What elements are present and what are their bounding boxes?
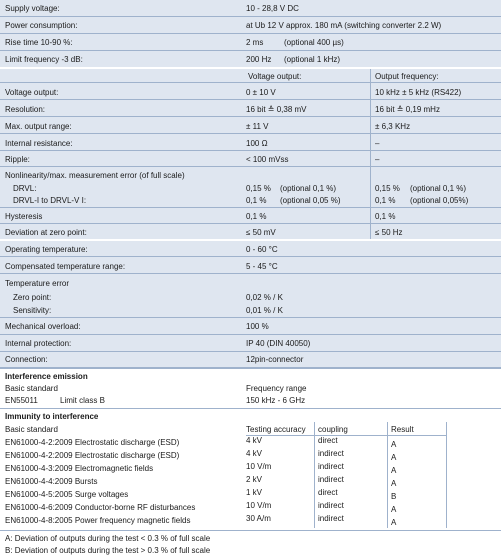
drvl-frequency-note: (optional 0,1 %) (410, 184, 467, 193)
hysteresis-label: Hysteresis (5, 212, 43, 221)
voltage-value: 0 ± 10 V (246, 88, 276, 97)
frequency-value: 16 bit ≙ 0,19 mHz (375, 105, 440, 114)
immunity-accuracy: 1 kV (246, 488, 263, 497)
sensitivity-label: Sensitivity: (13, 306, 52, 315)
spec-note: (optional 1 kHz) (284, 55, 341, 64)
immunity-standard: EN61000-4-8:2005 Power frequency magnetic fields (5, 516, 191, 525)
immunity-result-header: Result (391, 425, 414, 434)
drvl-voltage-value: 0,15 % (246, 184, 271, 193)
spec-label: Rise time 10-90 %: (5, 38, 73, 47)
footnote-a: A: Deviation of outputs during the test < 0.3 % of full scale (5, 534, 211, 543)
zero-point-label: Zero point: (13, 293, 52, 302)
immunity-standard-header: Basic standard (5, 425, 58, 434)
spec-label: Internal protection: (5, 339, 72, 348)
immunity-result: A (391, 466, 397, 475)
spec-label: Mechanical overload: (5, 322, 81, 331)
column-divider (370, 69, 371, 239)
separator (0, 223, 501, 224)
immunity-result: B (391, 492, 397, 501)
frequency-value: ± 6,3 KHz (375, 122, 411, 131)
separator (0, 334, 501, 335)
immunity-standard: EN61000-4-5:2005 Surge voltages (5, 490, 129, 499)
separator (0, 99, 501, 100)
immunity-coupling: indirect (318, 449, 344, 458)
immunity-coupling: indirect (318, 501, 344, 510)
immunity-standard: EN61000-4-2:2009 Electrostatic discharge (ESD) (5, 438, 180, 447)
emission-class: Limit class B (60, 396, 105, 405)
immunity-accuracy: 4 kV (246, 449, 263, 458)
spec-value: IP 40 (DIN 40050) (246, 339, 311, 348)
zero-point-value: 0,02 % / K (246, 293, 283, 302)
separator (0, 367, 501, 369)
immunity-standard: EN61000-4-3:2009 Electromagnetic fields (5, 464, 154, 473)
separator (0, 133, 501, 134)
immunity-header-line (246, 435, 446, 436)
immunity-coupling: indirect (318, 514, 344, 523)
immunity-accuracy: 30 A/m (246, 514, 271, 523)
spec-label: Operating temperature: (5, 245, 88, 254)
drvl-voltage-note: (optional 0,1 %) (280, 184, 337, 193)
drvl-frequency-value: 0,15 % (375, 184, 400, 193)
voltage-output-header: Voltage output: (248, 72, 302, 81)
immunity-standard: EN61000-4-6:2009 Conductor-borne RF disturbances (5, 503, 196, 512)
spec-value: 2 ms (246, 38, 264, 47)
hysteresis-frequency: 0,1 % (375, 212, 396, 221)
separator (0, 207, 501, 208)
output-label: Ripple: (5, 155, 30, 164)
immunity-result: A (391, 479, 397, 488)
separator (0, 273, 501, 274)
frequency-value: – (375, 139, 380, 148)
spec-label: Power consumption: (5, 21, 78, 30)
drvli-frequency-note: (optional 0,05%) (410, 196, 469, 205)
immunity-result: A (391, 440, 397, 449)
immunity-coupling: indirect (318, 462, 344, 471)
separator (0, 16, 501, 17)
immunity-coupling: direct (318, 488, 338, 497)
immunity-result: A (391, 518, 397, 527)
separator (0, 67, 501, 69)
separator (0, 351, 501, 352)
immunity-standard: EN61000-4-2:2009 Electrostatic discharge (ESD) (5, 451, 180, 460)
nonlinearity-label: Nonlinearity/max. measurement error (of full scale) (5, 171, 185, 180)
deviation-frequency: ≤ 50 Hz (375, 228, 403, 237)
spec-label: Supply voltage: (5, 4, 60, 13)
spec-label: Compensated temperature range: (5, 262, 126, 271)
separator (0, 256, 501, 257)
immunity-accuracy: 2 kV (246, 475, 263, 484)
immunity-result: A (391, 505, 397, 514)
separator (0, 33, 501, 34)
voltage-value: < 100 mVss (246, 155, 289, 164)
spec-value: 12pin-connector (246, 355, 304, 364)
separator (0, 166, 501, 167)
spec-label: Connection: (5, 355, 48, 364)
spec-label: Limit frequency -3 dB: (5, 55, 83, 64)
immunity-coupling: direct (318, 436, 338, 445)
immunity-title: Immunity to interference (5, 412, 99, 421)
spec-value: 5 - 45 °C (246, 262, 278, 271)
separator (0, 82, 501, 83)
spec-value: at Ub 12 V approx. 180 mA (switching converter 2.2 W) (246, 21, 442, 30)
footnote-b: B: Deviation of outputs during the test > 0.3 % of full scale (5, 546, 211, 555)
immunity-column-line (314, 422, 315, 528)
immunity-coupling: indirect (318, 475, 344, 484)
spec-value: 10 - 28,8 V DC (246, 4, 299, 13)
hysteresis-voltage: 0,1 % (246, 212, 267, 221)
separator (0, 408, 501, 409)
output-label: Voltage output: (5, 88, 59, 97)
immunity-accuracy: 10 V/m (246, 462, 272, 471)
immunity-accuracy: 4 kV (246, 436, 263, 445)
output-label: Resolution: (5, 105, 46, 114)
output-label: Internal resistance: (5, 139, 73, 148)
deviation-label: Deviation at zero point: (5, 228, 87, 237)
drvli-frequency-value: 0,1 % (375, 196, 396, 205)
frequency-range-value: 150 kHz - 6 GHz (246, 396, 306, 405)
separator (0, 50, 501, 51)
immunity-column-line (387, 422, 388, 528)
immunity-result: A (391, 453, 397, 462)
drvli-voltage-value: 0,1 % (246, 196, 267, 205)
immunity-column-line (446, 422, 447, 528)
drvl-label: DRVL: (13, 184, 37, 193)
spec-value: 0 - 60 °C (246, 245, 278, 254)
temperature-error-label: Temperature error (5, 279, 70, 288)
drvli-label: DRVL-I to DRVL-V I: (13, 196, 87, 205)
spec-value: 100 % (246, 322, 269, 331)
separator (0, 116, 501, 117)
voltage-value: 100 Ω (246, 139, 268, 148)
immunity-accuracy-header: Testing accuracy (246, 425, 306, 434)
emission-title: Interference emission (5, 372, 88, 381)
spec-note: (optional 400 µs) (284, 38, 344, 47)
frequency-range-label: Frequency range (246, 384, 307, 393)
frequency-value: – (375, 155, 380, 164)
sensitivity-value: 0,01 % / K (246, 306, 283, 315)
emission-basic-label: Basic standard (5, 384, 58, 393)
output-label: Max. output range: (5, 122, 72, 131)
immunity-coupling-header: coupling (318, 425, 348, 434)
voltage-value: 16 bit ≙ 0,38 mV (246, 105, 307, 114)
voltage-value: ± 11 V (246, 122, 269, 131)
deviation-voltage: ≤ 50 mV (246, 228, 276, 237)
spec-value: 200 Hz (246, 55, 272, 64)
immunity-accuracy: 10 V/m (246, 501, 272, 510)
separator (0, 239, 501, 241)
drvli-voltage-note: (optional 0,05 %) (280, 196, 341, 205)
separator (0, 317, 501, 318)
immunity-standard: EN61000-4-4:2009 Bursts (5, 477, 98, 486)
emission-standard: EN55011 (5, 396, 38, 405)
frequency-value: 10 kHz ± 5 kHz (RS422) (375, 88, 462, 97)
separator (0, 150, 501, 151)
separator (0, 530, 501, 531)
frequency-output-header: Output frequency: (375, 72, 439, 81)
